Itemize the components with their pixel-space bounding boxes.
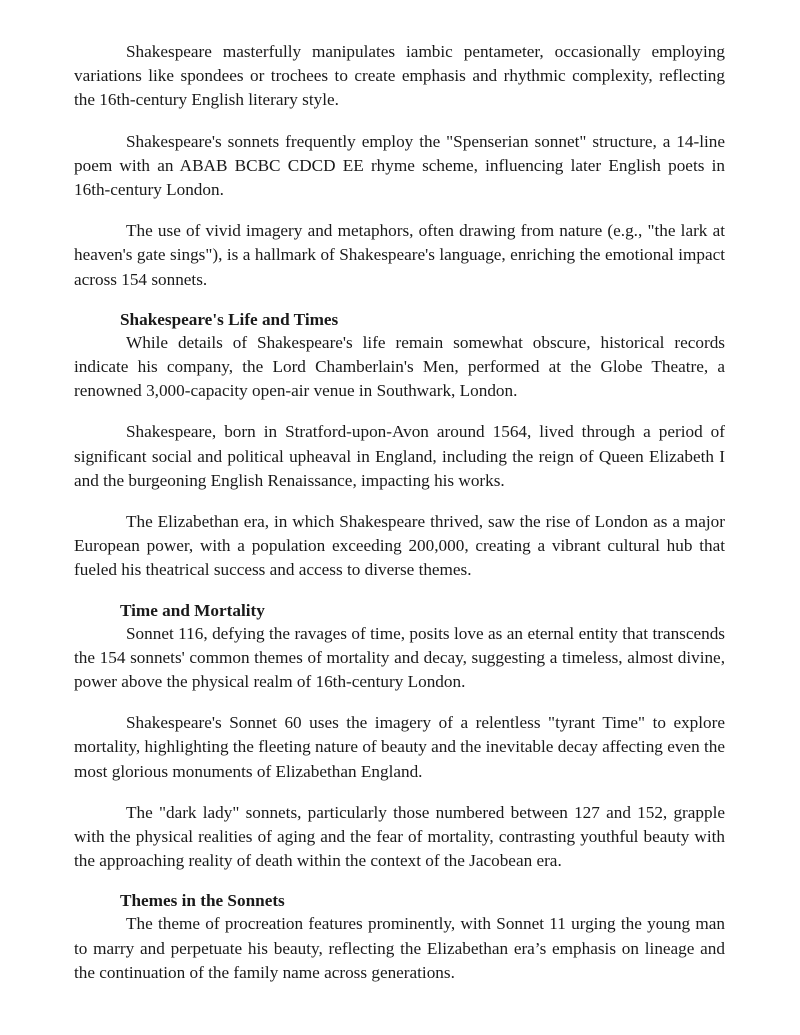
paragraph: The use of vivid imagery and metaphors, often drawing from nature (e.g., "the lark at heaven's gate sings"), is a hallmark of Shakespeare's language, enriching the emotional impact across 154 sonnets. [74,221,725,289]
section-heading: Themes in the Sonnets [120,891,285,911]
paragraph: Shakespeare's sonnets frequently employ the "Spenserian sonnet" structure, a 14-line poem with an ABAB BCBC CDCD EE rhyme scheme, influencing later English poets in 16th-century London. [74,131,725,200]
paragraph: The "dark lady" sonnets, particularly those numbered between 127 and 152, grapple with the physical realities of aging and the fear of mortality, contrasting youthful beauty with the approaching reality of death within the context of the Jacobean era. [74,802,725,871]
paragraph: While details of Shakespeare's life remain somewhat obscure, historical records indicate his company, the Lord Chamberlain's Men, performed at the Globe Theatre, a renowned 3,000-capacity open-air venue in Southwark, London. [74,332,725,401]
paragraph: Shakespeare masterfully manipulates iambic pentameter, occasionally employing variations like spondees or trochees to create emphasis and rhythmic complexity, reflecting the 16th-century English literary style. [74,42,725,110]
life-and-times-section [74,309,725,583]
paragraph: Shakespeare's Sonnet 60 uses the imagery of a relentless "tyrant Time" to explore mortality, highlighting the fleeting nature of beauty and the inevitable decay affecting even the most glorious monuments of Elizabethan England. [74,713,725,781]
section-heading: Time and Mortality [120,600,265,620]
time-and-mortality-section [74,600,725,874]
section-heading: Shakespeare's Life and Times [120,309,339,329]
themes-section [74,890,725,985]
document-page [74,40,725,1002]
intro-section [74,40,725,292]
paragraph: Shakespeare, born in Stratford-upon-Avon around 1564, lived through a period of significant social and political upheaval in England, including the reign of Queen Elizabeth I and the burgeoning English Renaissance, impacting his works. [74,422,725,490]
paragraph: Sonnet 116, defying the ravages of time, posits love as an eternal entity that transcends the 154 sonnets' common themes of mortality and decay, suggesting a timeless, almost divine, power above the physical realm of 16th-century London. [74,623,725,692]
paragraph: The theme of procreation features prominently, with Sonnet 11 urging the young man to marry and perpetuate his beauty, reflecting the Elizabethan era’s emphasis on lineage and the continuation of the family name across generations. [74,914,725,982]
paragraph: The Elizabethan era, in which Shakespeare thrived, saw the rise of London as a major European power, with a population exceeding 200,000, creating a vibrant cultural hub that fueled his theatrical success and access to diverse themes. [74,512,725,580]
